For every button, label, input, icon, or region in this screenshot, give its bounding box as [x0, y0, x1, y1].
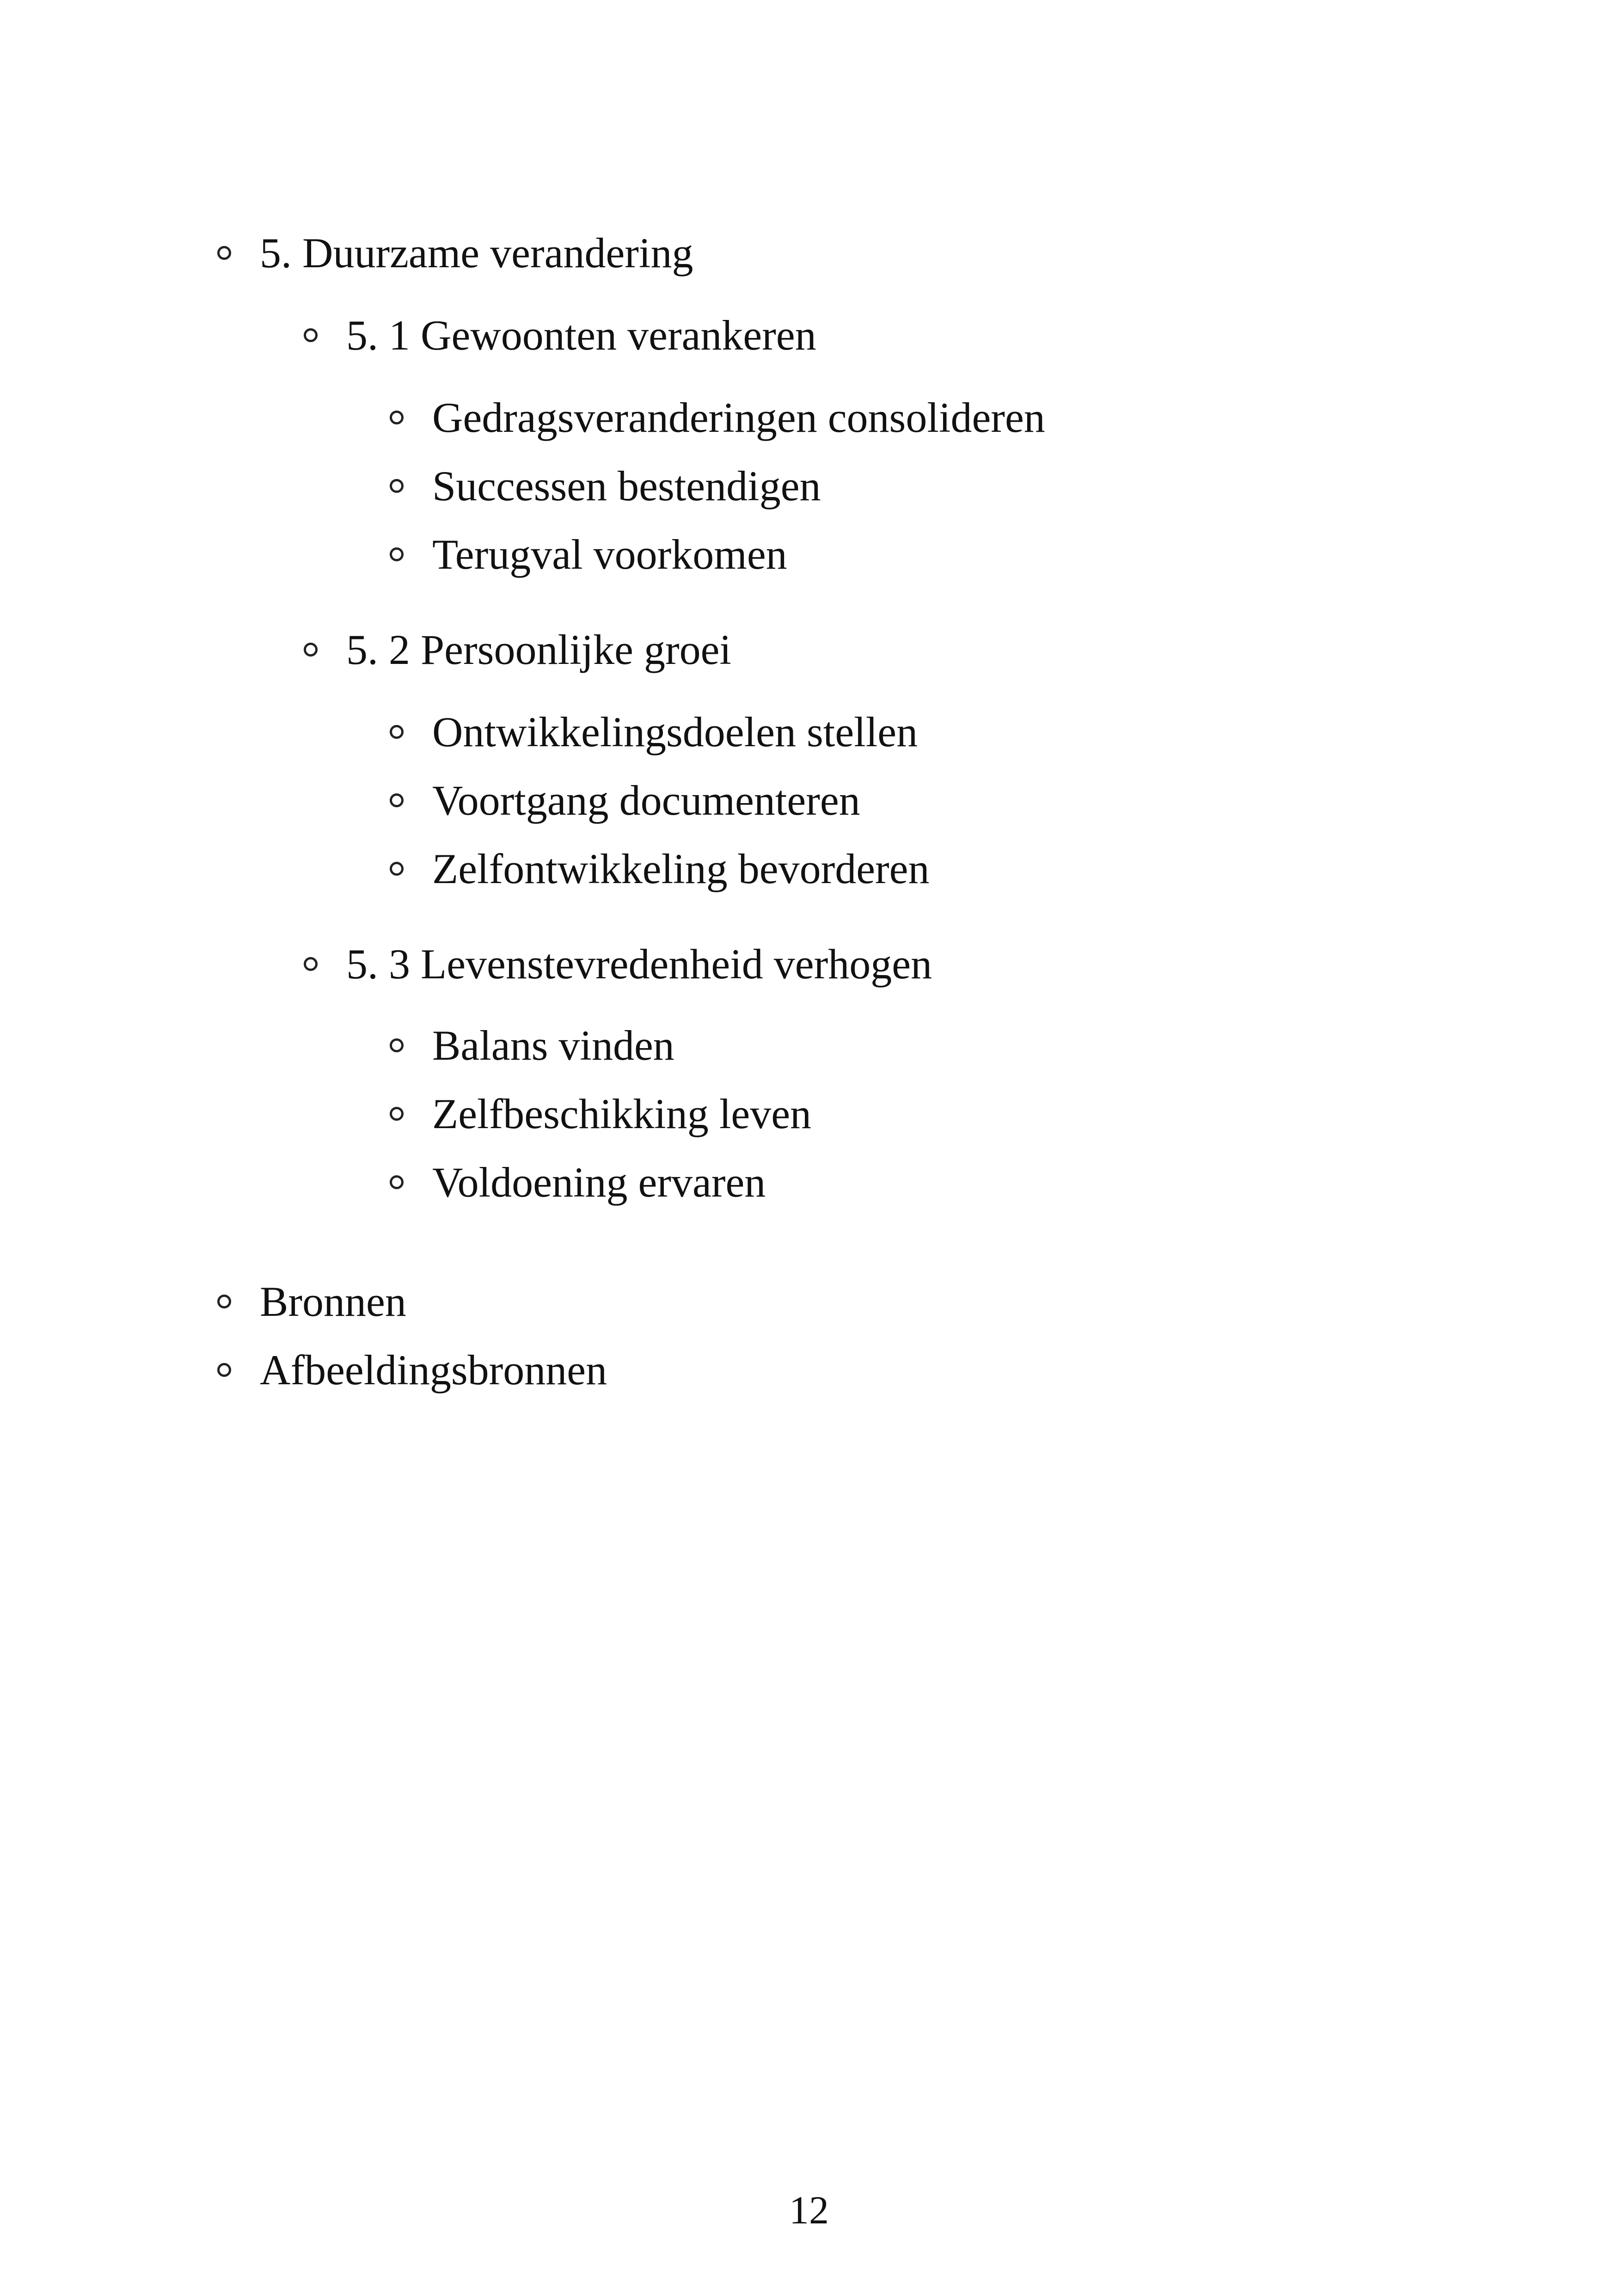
- outline-item-label: Afbeeldingsbronnen: [260, 1346, 607, 1394]
- hollow-circle-bullet-icon: [304, 957, 318, 971]
- hollow-circle-bullet-icon: [390, 1107, 404, 1121]
- outline-item-sub: [390, 843, 930, 894]
- outline-item-sub: [390, 460, 821, 511]
- outline-item-section-5-2: [304, 624, 731, 675]
- hollow-circle-bullet-icon: [390, 725, 404, 739]
- outline-item-label: 5. Duurzame verandering: [260, 229, 693, 276]
- hollow-circle-bullet-icon: [390, 1038, 404, 1052]
- hollow-circle-bullet-icon: [390, 411, 404, 424]
- outline-item-section-5-3: [304, 939, 932, 989]
- outline-item-sub: [390, 1088, 811, 1139]
- outline-item-label: Ontwikkelingsdoelen stellen: [432, 708, 918, 755]
- hollow-circle-bullet-icon: [217, 1295, 231, 1308]
- outline-item-sub: [390, 392, 1045, 443]
- hollow-circle-bullet-icon: [390, 1175, 404, 1189]
- hollow-circle-bullet-icon: [304, 643, 318, 657]
- outline-item-label: Successen bestendigen: [432, 462, 821, 510]
- hollow-circle-bullet-icon: [304, 328, 318, 342]
- outline-item-label: Terugval voorkomen: [432, 531, 787, 578]
- outline-item-sub: [390, 1020, 674, 1071]
- hollow-circle-bullet-icon: [217, 246, 231, 260]
- outline-item-label: Voortgang documenteren: [432, 777, 860, 824]
- outline-item-sub: [390, 775, 860, 826]
- outline-item-label: Zelfbeschikking leven: [432, 1090, 812, 1137]
- outline-item-chapter-5: [217, 227, 693, 278]
- page-number: 12: [789, 2188, 829, 2232]
- hollow-circle-bullet-icon: [217, 1363, 231, 1377]
- outline-item-sub: [390, 529, 787, 580]
- hollow-circle-bullet-icon: [390, 479, 404, 493]
- outline-item-label: Bronnen: [260, 1278, 406, 1325]
- hollow-circle-bullet-icon: [390, 547, 404, 561]
- hollow-circle-bullet-icon: [390, 862, 404, 876]
- outline-item-label: Voldoening ervaren: [432, 1159, 766, 1206]
- outline-item-sub: [390, 706, 918, 757]
- outline-item-label: Zelfontwikkeling bevorderen: [432, 845, 930, 892]
- outline-item-section-5-1: [304, 310, 816, 361]
- outline-item-sub: [390, 1157, 766, 1208]
- outline-item-label: 5. 2 Persoonlijke groei: [346, 626, 731, 673]
- outline-item-label: Balans vinden: [432, 1022, 674, 1069]
- outline-item-label: 5. 1 Gewoonten verankeren: [346, 312, 816, 359]
- outline-item-afbeeldingsbronnen: [217, 1344, 607, 1395]
- outline-item-label: Gedragsveranderingen consolideren: [432, 394, 1045, 441]
- hollow-circle-bullet-icon: [390, 793, 404, 807]
- outline-item-label: 5. 3 Levenstevredenheid verhogen: [346, 940, 932, 988]
- outline-item-bronnen: [217, 1276, 406, 1327]
